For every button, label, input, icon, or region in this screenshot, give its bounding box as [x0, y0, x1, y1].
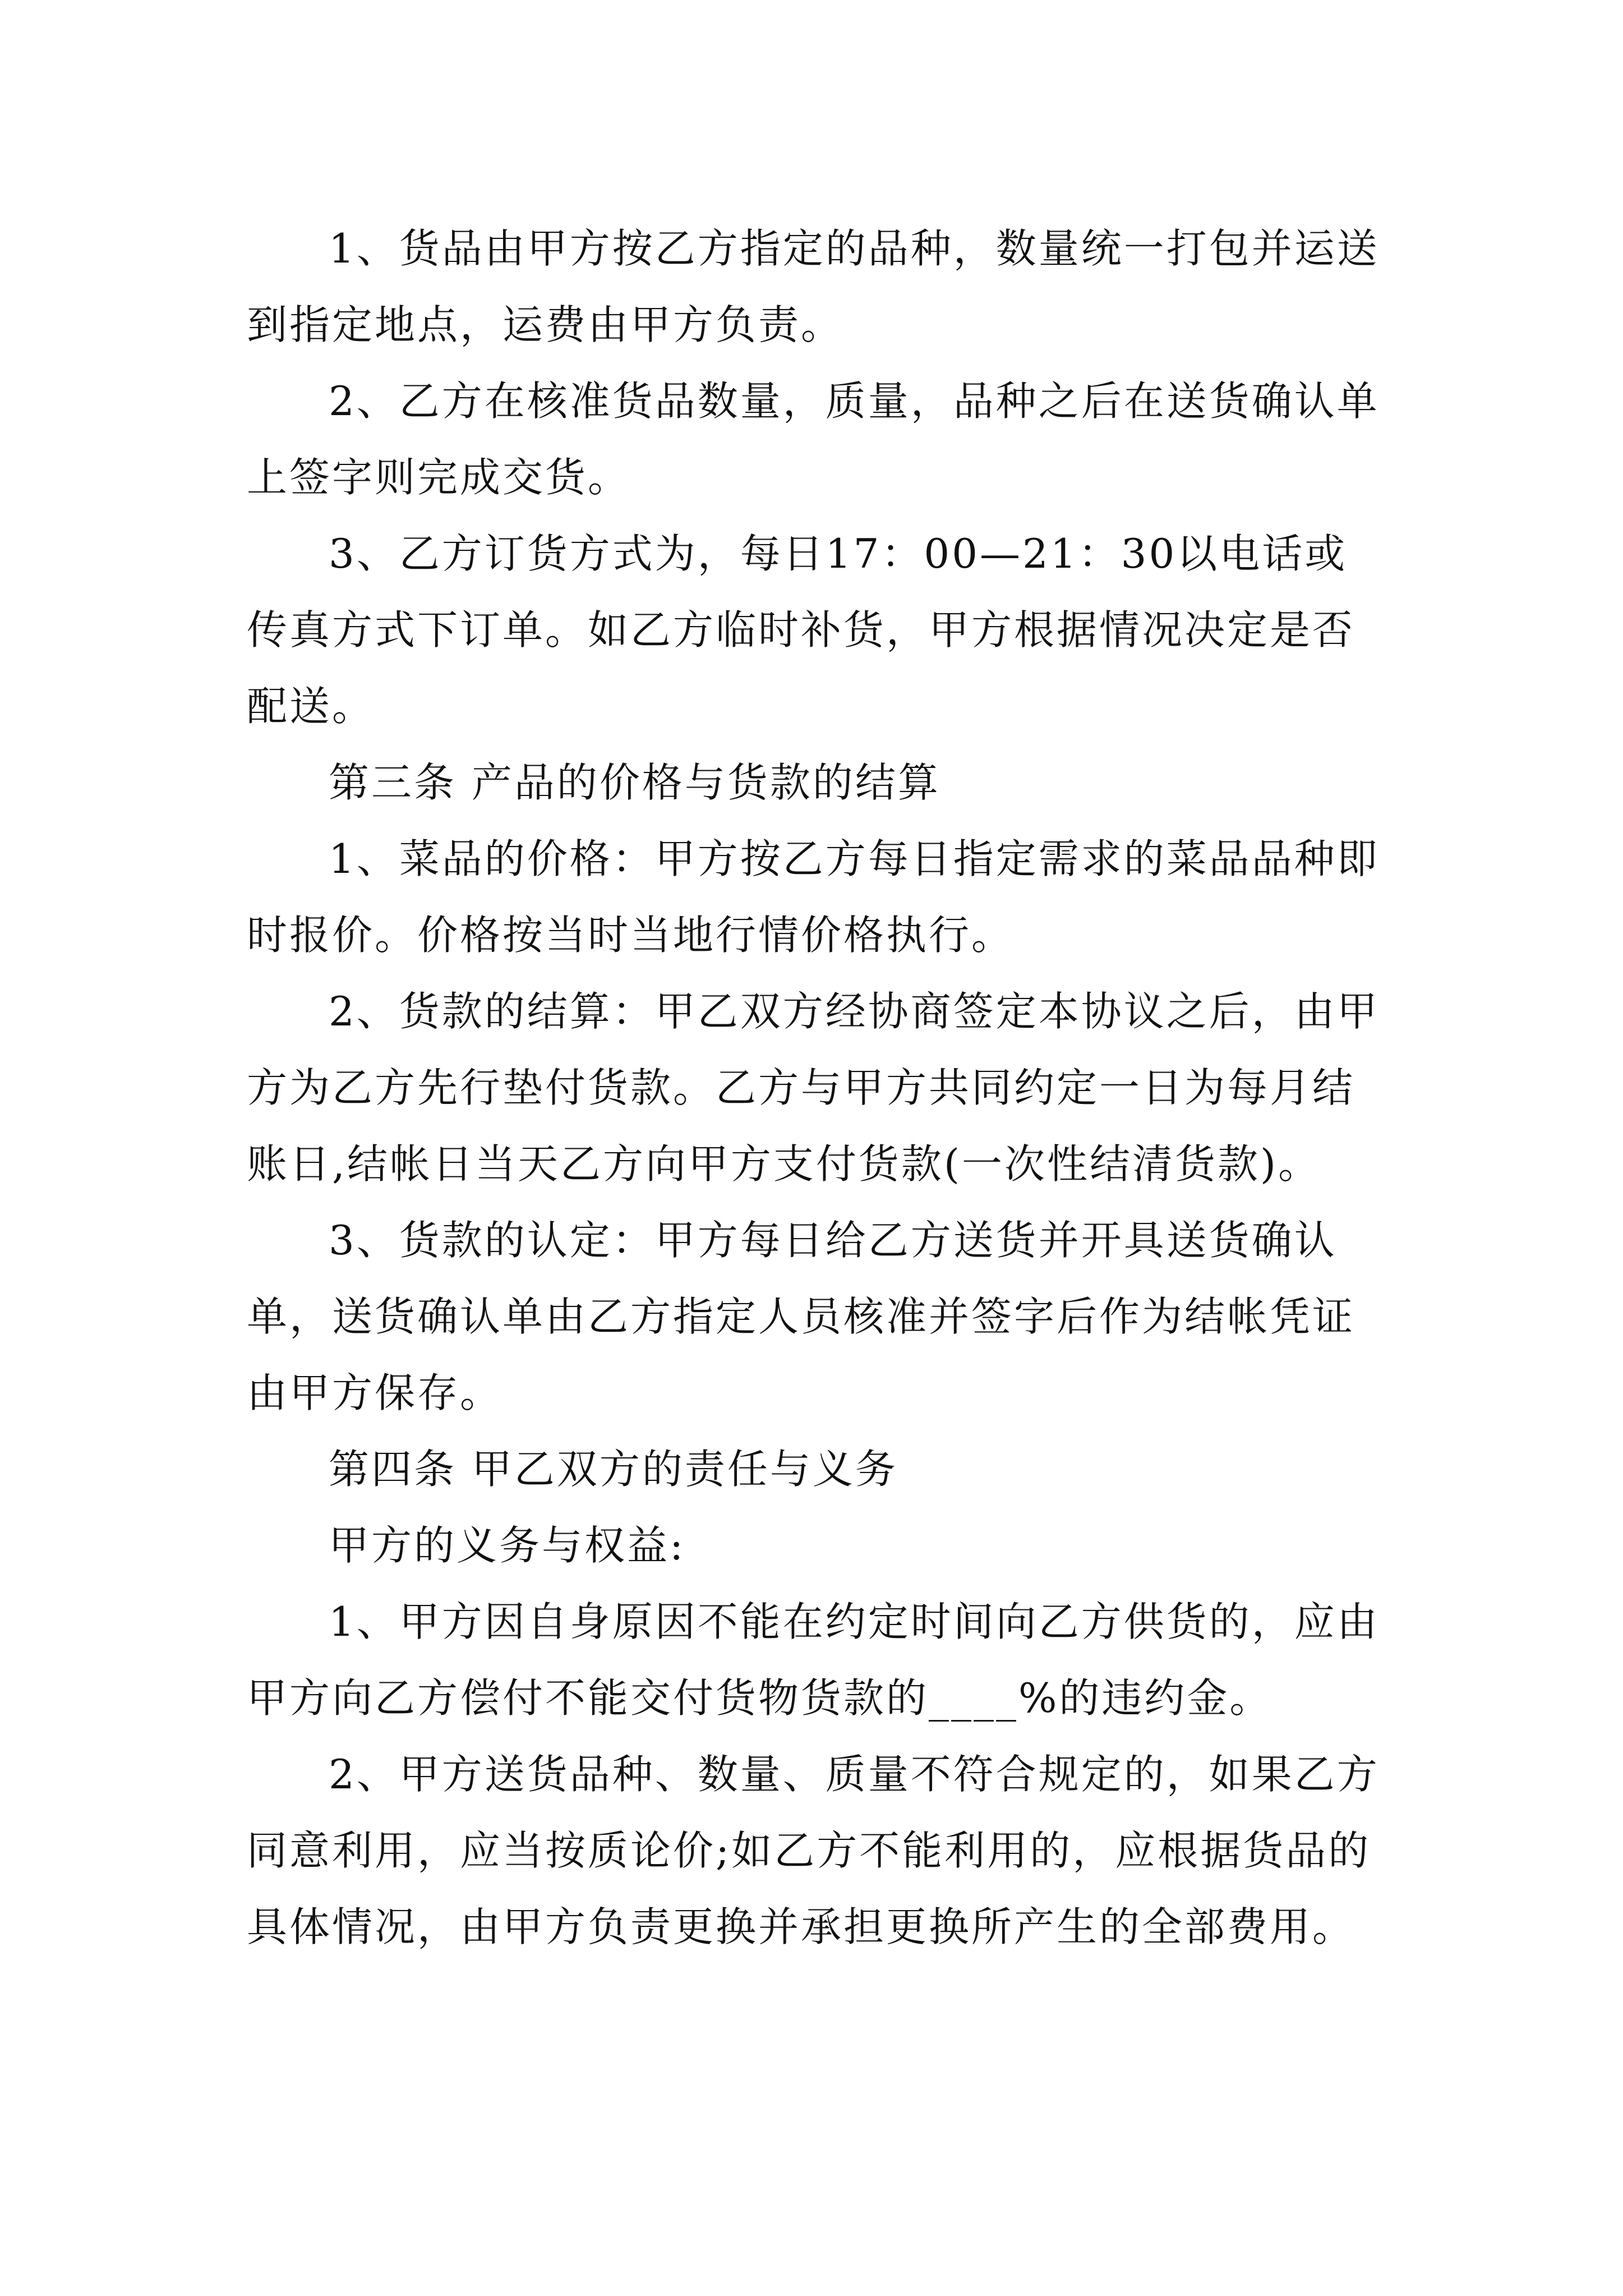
paragraph-ordering-method: 3、乙方订货方式为，每日17：00—21：30以电话或传真方式下订单。如乙方临时补货，甲方根据情况决定是否配送。: [247, 530, 1355, 730]
paragraph-quality-replacement: 2、甲方送货品种、数量、质量不符合规定的，如果乙方同意利用，应当按质论价;如乙方不能利用的，应根据货品的具体情况，由甲方负责更换并承担更换所产生的全部费用。: [247, 1751, 1380, 1950]
document-body: [247, 210, 1385, 1965]
party-a-duties-heading: 甲方的义务与权益:: [329, 1522, 686, 1569]
paragraph-delivery-packing: 1、货品由甲方按乙方指定的品种，数量统一打包并运送到指定地点，运费由甲方负责。: [247, 225, 1380, 348]
paragraph-supply-penalty: 1、甲方因自身原因不能在约定时间向乙方供货的，应由甲方向乙方偿付不能交付货物货款的____%的违约金。: [247, 1598, 1380, 1722]
paragraph-product-price: 1、菜品的价格：甲方按乙方每日指定需求的菜品品种即时报价。价格按当时当地行情价格执行。: [247, 835, 1380, 959]
article-three-heading: 第三条 产品的价格与货款的结算: [329, 759, 940, 806]
paragraph-payment-confirmation: 3、货款的认定：甲方每日给乙方送货并开具送货确认单，送货确认单由乙方指定人员核准并签字后作为结帐凭证由甲方保存。: [247, 1217, 1355, 1416]
paragraph-payment-settlement: 2、货款的结算：甲乙双方经协商签定本协议之后，由甲方为乙方先行垫付货款。乙方与甲方共同约定一日为每月结账日,结帐日当天乙方向甲方支付货款(一次性结清货款)。: [247, 988, 1380, 1188]
paragraph-delivery-confirmation: 2、乙方在核准货品数量，质量，品种之后在送货确认单上签字则完成交货。: [247, 378, 1380, 501]
article-four-heading: 第四条 甲乙双方的责任与义务: [329, 1446, 898, 1493]
